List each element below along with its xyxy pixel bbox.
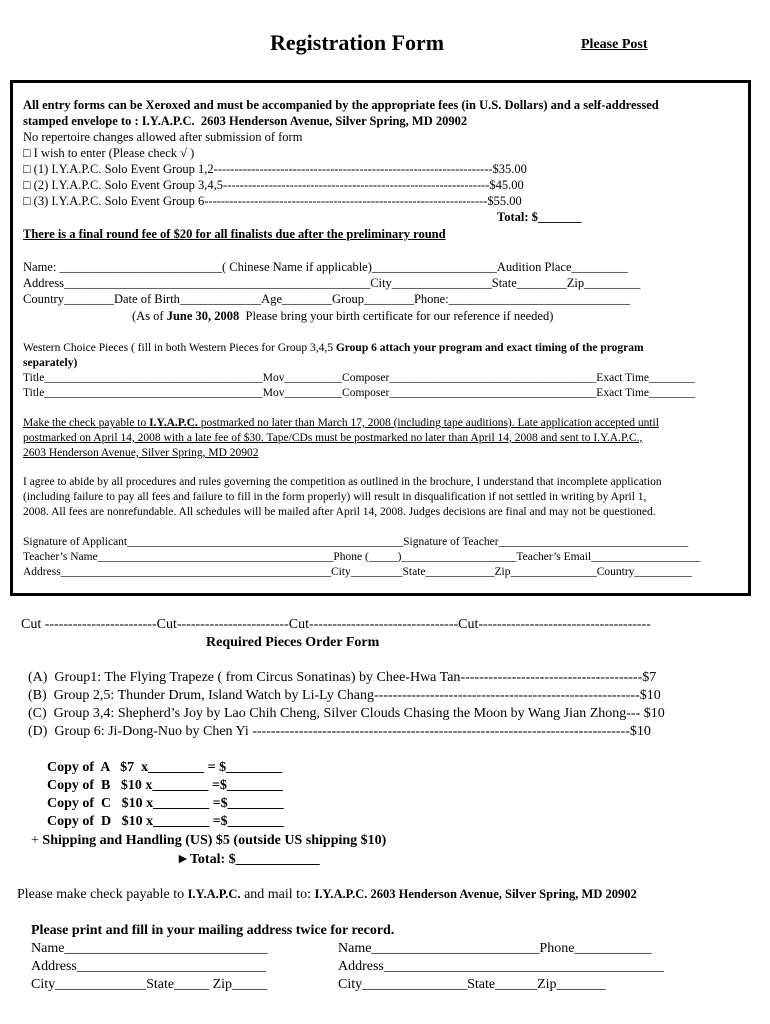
check-payable-line2: postmarked on April 14, 2008 with a late fee of $30. Tape/CDs must be postmarked no later than April 14, 2008 and sent to I.Y.A.P.C., (23, 432, 643, 444)
applicant-name-row[interactable]: Name: __________________________( Chinese Name if applicable)____________________Audition Place_________ (23, 260, 628, 274)
entry-notice-line2: stamped envelope to : I.Y.A.P.C. 2603 Henderson Avenue, Silver Spring, MD 20902 (23, 114, 468, 128)
pieces-intro-line2: separately) (23, 357, 78, 369)
piece-row-2[interactable]: Title______________________________________Mov__________Composer____________________________________Exact Time________ (23, 387, 696, 399)
option-group-3-4-5[interactable]: □ (2) I.Y.A.P.C. Solo Event Group 3,4,5----------------------------------------------------------------$45.00 (23, 178, 524, 192)
check-payable-line1: Make the check payable to I.Y.A.P.C. postmarked no later than March 17, 2008 (including tape auditions). Late application accepted until (23, 417, 659, 429)
order-item-c: (C) Group 3,4: Shepherd’s Joy by Lao Chih Cheng, Silver Clouds Chasing the Moon by Wang Jian Zhong--- $10 (28, 706, 665, 721)
entry-notice-line1: All entry forms can be Xeroxed and must be accompanied by the appropriate fees (in U.S. Dollars) and a self-addressed (23, 98, 659, 112)
mailing-right-address[interactable]: Address________________________________________ (338, 959, 664, 974)
option-group-6[interactable]: □ (3) I.Y.A.P.C. Solo Event Group 6--------------------------------------------------------------------$55.00 (23, 194, 522, 208)
shipping-row: + Shipping and Handling (US) $5 (outside US shipping $10) (31, 833, 387, 848)
mailing-left-city[interactable]: City_____________State_____ Zip_____ (31, 977, 268, 992)
teacher-row[interactable]: Teacher’s Name_________________________________________Phone (_____)____________________Teacher’s Email___________________ (23, 551, 701, 563)
mailing-right-city[interactable]: City_______________State______Zip_______ (338, 977, 606, 992)
mailing-heading: Please print and fill in your mailing address twice for record. (31, 923, 395, 938)
no-changes-note: No repertoire changes allowed after submission of form (23, 130, 303, 144)
page-title: Registration Form (270, 30, 445, 55)
copy-d-row[interactable]: Copy of D $10 x________ =$________ (47, 814, 284, 829)
final-round-fee-note: There is a final round fee of $20 for all finalists due after the preliminary round (23, 227, 446, 241)
age-as-of-note: (As of June 30, 2008 Please bring your birth certificate for our reference if needed) (132, 309, 554, 323)
order-item-d: (D) Group 6: Ji-Dong-Nuo by Chen Yi ---------------------------------------------------------------------------------$10 (28, 724, 651, 739)
cut-line: Cut ------------------------Cut------------------------Cut--------------------------------Cut------------------------------------- (21, 617, 651, 632)
plus-icon: + (31, 833, 39, 848)
piece-row-1[interactable]: Title______________________________________Mov__________Composer____________________________________Exact Time________ (23, 372, 696, 384)
signature-row[interactable]: Signature of Applicant________________________________________________Signature of Teacher_________________________________ (23, 536, 689, 548)
order-form-title: Required Pieces Order Form (206, 635, 380, 650)
pieces-intro: Western Choice Pieces ( fill in both Western Pieces for Group 3,4,5 Group 6 attach your program and exact timing of the program (23, 342, 644, 354)
order-item-a: (A) Group1: The Flying Trapeze ( from Circus Sonatinas) by Chee-Hwa Tan---------------------------------------$7 (28, 670, 657, 685)
agreement-line3: 2008. All fees are nonrefundable. All schedules will be mailed after April 14, 2008. Judges decisions are final and may not be questioned. (23, 506, 656, 518)
agreement-line1: I agree to abide by all procedures and rules governing the competition as outlined in the brochure, I understand that incomplete application (23, 476, 662, 488)
option-group-1-2[interactable]: □ (1) I.Y.A.P.C. Solo Event Group 1,2-------------------------------------------------------------------$35.00 (23, 162, 527, 176)
order-item-b: (B) Group 2,5: Thunder Drum, Island Watch by Li-Ly Chang---------------------------------------------------------$10 (28, 688, 661, 703)
mail-to-line: Please make check payable to I.Y.A.P.C. and mail to: I.Y.A.P.C. 2603 Henderson Avenue, Silver Spring, MD 20902 (17, 887, 637, 902)
copy-b-row[interactable]: Copy of B $10 x________ =$________ (47, 778, 283, 793)
wish-to-enter-checkbox[interactable]: □ I wish to enter (Please check √ ) (23, 146, 195, 160)
entry-total[interactable]: Total: $_______ (497, 210, 582, 224)
mailing-left-name[interactable]: Name_____________________________ (31, 941, 268, 956)
mailing-left-address[interactable]: Address___________________________ (31, 959, 266, 974)
check-payable-line3: 2603 Henderson Avenue, Silver Spring, MD 20902 (23, 447, 259, 459)
agreement-line2: (including failure to pay all fees and failure to fill in the form properly) will result in disqualification if not settled in writing by April 1, (23, 491, 647, 503)
copy-a-row[interactable]: Copy of A $7 x________ = $________ (47, 760, 283, 775)
copy-c-row[interactable]: Copy of C $10 x________ =$________ (47, 796, 284, 811)
order-total[interactable]: ►Total: $____________ (176, 852, 320, 867)
applicant-country-row[interactable]: Country________Date of Birth_____________Age________Group________Phone:_____________________________ (23, 292, 630, 306)
teacher-address-row[interactable]: Address_______________________________________________City_________State____________Zip_______________Country__________ (23, 566, 692, 578)
mailing-right-name[interactable]: Name________________________Phone___________ (338, 941, 652, 956)
please-post-label: Please Post (581, 37, 648, 52)
applicant-address-row[interactable]: Address_________________________________________________City________________State________Zip_________ (23, 276, 641, 290)
